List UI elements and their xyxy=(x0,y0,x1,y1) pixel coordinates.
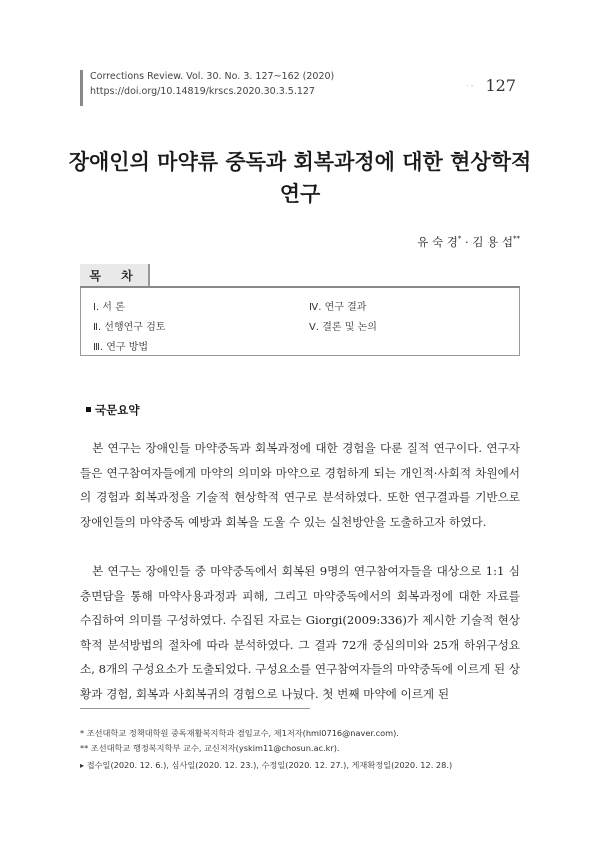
abstract-heading xyxy=(86,402,139,418)
author-line xyxy=(417,234,520,250)
header-bar xyxy=(80,70,83,106)
footnote-corresponding-author: ** 조선대학교 행정복지학부 교수, 교신저자(yskim11@chosun.ac.kr). xyxy=(80,743,340,753)
journal-header xyxy=(80,70,530,110)
author-second: 김 용 섭 xyxy=(472,235,513,249)
author-second-mark: ** xyxy=(513,235,520,244)
page-tag: · ◦ xyxy=(466,83,474,90)
paper-title: 장애인의 마약류 중독과 회복과정에 대한 현상학적 연구 xyxy=(68,149,532,206)
toc-item-introduction[interactable]: Ⅰ. 서 론 xyxy=(93,302,125,313)
page-number: 127 xyxy=(485,76,516,95)
toc-item-literature-review[interactable]: Ⅱ. 선행연구 검토 xyxy=(93,322,166,333)
toc-item-methods[interactable]: Ⅲ. 연구 방법 xyxy=(93,342,149,353)
doi-link[interactable]: https://doi.org/10.14819/krscs.2020.30.3.5.127 xyxy=(90,86,315,97)
footnote-divider xyxy=(80,708,310,709)
table-of-contents xyxy=(80,286,520,356)
abstract-paragraph-1: 본 연구는 장애인들 마약중독과 회복과정에 대한 경험을 다룬 질적 연구이다. 연구자들은 연구참여자들에게 마약의 의미와 마약으로 경험하게 되는 개인적·사회적 차원에서의 경험과 회복과정을 기술적 현상학적 연구로 분석하였다. 또한 연구결과를 기반으로 장애인들의 마약중독 예방과 회복을 도울 수 있는 실천방안을 도출하고자 하였다. xyxy=(80,441,520,529)
toc-label-box xyxy=(80,264,150,286)
toc-label: 목 차 xyxy=(89,269,141,283)
author-first-mark: * xyxy=(457,235,462,244)
footnote-first-author: * 조선대학교 정책대학원 중독재활복지학과 겸임교수, 제1저자(hml0716@naver.com). xyxy=(80,728,399,738)
author-separator: · xyxy=(461,235,473,249)
abstract-paragraph-2: 본 연구는 장애인들 중 마약중독에서 회복된 9명의 연구참여자들을 대상으로 1:1 심층면담을 통해 마약사용과정과 피해, 그리고 마약중독에서의 회복과정에 대한 자료를 수집하여 의미를 구성하였다. 수집된 자료는 Giorgi(2009:336)가 제시한 기술적 현상학적 분석방법의 절차에 따라 분석하였다. 그 결과 72개 중심의미와 25개 하위구성요소, 8개의 구성요소가 도출되었다. 구성요소를 연구참여자들의 마약중독에 이르게 된 상황과 경험, 회복과 사회복귀의 경험으로 나눴다. 첫 번째 마약에 이르게 된 xyxy=(80,564,520,701)
author-first: 유 숙 경 xyxy=(417,235,458,249)
abstract-heading-text: 국문요약 xyxy=(95,403,140,417)
square-bullet-icon xyxy=(86,407,91,412)
journal-citation: Corrections Review. Vol. 30. No. 3. 127~162 (2020) xyxy=(90,71,335,82)
footnote-dates: ▸ 접수일(2020. 12. 6.), 심사일(2020. 12. 23.), 수정일(2020. 12. 27.), 게재확정일(2020. 12. 28.) xyxy=(80,760,453,770)
toc-item-results[interactable]: Ⅳ. 연구 결과 xyxy=(309,302,367,313)
toc-item-conclusion[interactable]: Ⅴ. 결론 및 논의 xyxy=(309,322,377,333)
